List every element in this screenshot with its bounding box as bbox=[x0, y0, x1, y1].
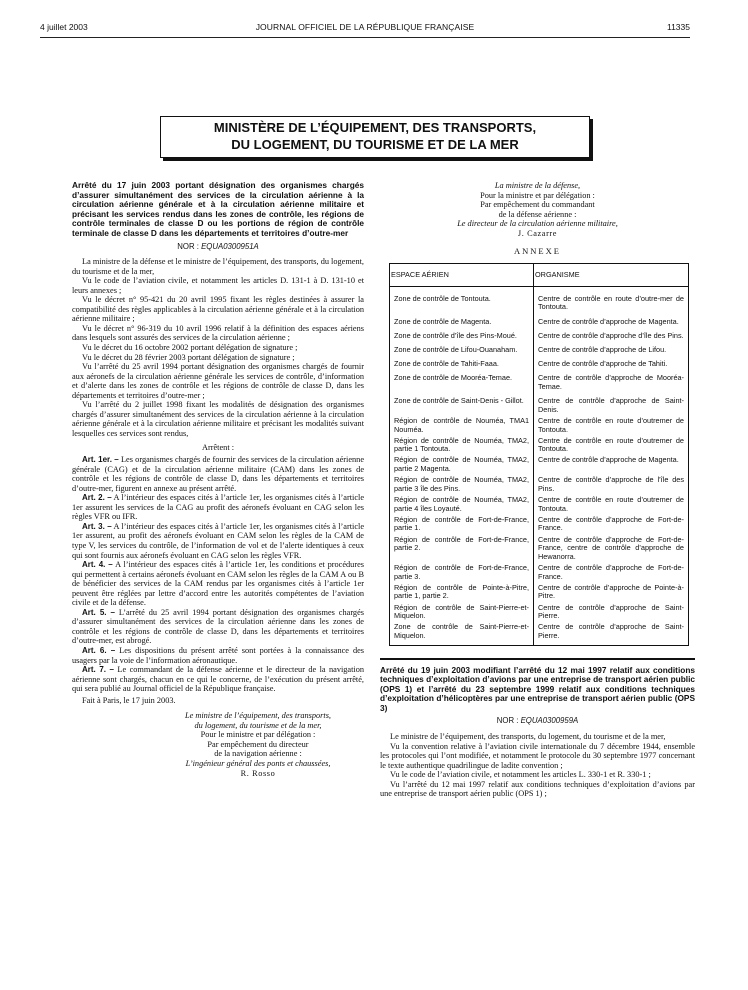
signature-title: Le directeur de la circulation aérienne militaire, bbox=[457, 219, 618, 229]
cell-espace: Région de contrôle de Fort-de-France, partie 1. bbox=[390, 515, 534, 535]
article-text: Les organismes chargés de fournir des services de la circulation aérienne générale (CAG) et de la circulation aérienne militaire (CAM) dans les zones de contrôle et les régions de contrôle de classe D, dans les départements et territoires d’outre-mer, figurent en annexe au présent arrêté. bbox=[72, 455, 365, 493]
cell-organisme: Centre de contrôle d’approche de Fort-de-France. bbox=[534, 515, 689, 535]
visa: Vu l’arrêté du 25 avril 1994 portant désignation des organismes chargés de fournir aux aéronefs de la circulation aérienne générale les services de contrôle, d’information et d’alerte dans les zones de contrôle et les régions de contrôle de classe D, dans les départements et territoires d’outre-mer ; bbox=[72, 362, 364, 400]
cell-organisme: Centre de contrôle d’approche de Fort-de-France. bbox=[534, 563, 689, 583]
visa: Vu le décret du 28 février 2003 portant délégation de signature ; bbox=[82, 352, 295, 362]
cell-espace: Région de contrôle de Nouméa, TMA2, partie 2 Magenta. bbox=[390, 455, 534, 475]
article-label: Art. 5. – bbox=[82, 607, 115, 617]
cell-organisme: Centre de contrôle en route d’outremer de Tontouta. bbox=[534, 416, 689, 436]
signature-line: Pour le ministre et par délégation : bbox=[200, 730, 316, 740]
visa: Vu le code de l’aviation civile, et notamment les articles D. 131-1 à D. 131-10 et leurs annexes ; bbox=[72, 276, 364, 295]
cell-espace: Région de contrôle de Nouméa, TMA2, partie 4 îles Loyauté. bbox=[390, 495, 534, 515]
signature-line: Pour la ministre et par délégation : bbox=[480, 190, 595, 200]
visa: Vu le code de l’aviation civile, et notamment les articles L. 330-1 et R. 330-1 ; bbox=[390, 770, 651, 780]
visa: Vu la convention relative à l’aviation civile internationale du 7 décembre 1944, ensemble les protocoles qui l’ont modifiée, et notamment le protocole du 30 septembre 1977 concernant le texte authentique quadrilingue de ladite convention ; bbox=[380, 741, 695, 770]
table-header-row bbox=[390, 263, 689, 286]
table-row bbox=[390, 370, 689, 393]
table-row bbox=[390, 603, 689, 623]
page-header bbox=[40, 22, 690, 36]
article bbox=[72, 646, 364, 665]
cell-organisme: Centre de contrôle d’approche d’île des Pins. bbox=[534, 328, 689, 342]
annexe-title: ANNEXE bbox=[514, 246, 561, 257]
column-header-espace: ESPACE AÉRIEN bbox=[390, 263, 534, 286]
cell-organisme: Centre de contrôle d’approche de Pointe-à-Pitre. bbox=[534, 583, 689, 603]
article-text: Les dispositions du présent arrêté sont portées à la connaissance des usagers par la voie de l’information aéronautique. bbox=[72, 645, 364, 665]
cell-organisme: Centre de contrôle d’approche de Tahiti. bbox=[534, 356, 689, 370]
cell-espace: Zone de contrôle d’île des Pins-Moué. bbox=[390, 328, 534, 342]
table-row bbox=[390, 563, 689, 583]
signature-role: du logement, du tourisme et de la mer, bbox=[194, 720, 322, 730]
table-row bbox=[390, 416, 689, 436]
article-text: A l’intérieur des espaces cités à l’article 1er, les organismes cités à l’article 1er assurent, au profit des aéronefs évoluant en CAM selon les règles de la CAM de type V, les services du contrôle, de l’information de vol et de l’alerte identiques à ceux qui sont fournis aux aéronefs évoluant en CAG selon les règles VFR. bbox=[72, 521, 365, 560]
arretent: Arrêtent : bbox=[201, 442, 235, 452]
cell-espace: Région de contrôle de Saint-Pierre-et-Miquelon. bbox=[390, 603, 534, 623]
nor-code: EQUA0300959A bbox=[520, 716, 579, 726]
cell-organisme: Centre de contrôle en route d’outremer de Tontouta. bbox=[534, 495, 689, 515]
cell-organisme: Centre de contrôle d’approche de l’île des Pins. bbox=[534, 475, 689, 495]
table-row bbox=[390, 356, 689, 370]
table-row bbox=[390, 393, 689, 416]
article bbox=[72, 455, 364, 493]
signatory-name: J. Cazarre bbox=[517, 228, 558, 238]
cell-espace: Région de contrôle de Nouméa, TMA2, partie 3 île des Pins. bbox=[390, 475, 534, 495]
column-header-organisme: ORGANISME bbox=[534, 263, 689, 286]
signature-line: Par empêchement du directeur bbox=[207, 739, 309, 749]
cell-organisme: Centre de contrôle d’approche de Magenta. bbox=[534, 314, 689, 328]
annexe-table-body bbox=[390, 286, 689, 645]
table-row bbox=[390, 475, 689, 495]
ministry-line-2: DU LOGEMENT, DU TOURISME ET DE LA MER bbox=[231, 137, 519, 152]
table-row bbox=[390, 342, 689, 356]
table-row bbox=[390, 455, 689, 475]
article-label: Art. 2. – bbox=[82, 493, 112, 503]
signature-line: de la défense aérienne : bbox=[498, 209, 577, 219]
visa: Vu l’arrêté du 2 juillet 1998 fixant les modalités de désignation des organismes chargés d’assurer simultanément des services de la circulation aérienne à la circulation aérienne générale et à la circulation aérienne militaire et précisant les modalités suivant lesquelles ces services sont rendus, bbox=[72, 400, 364, 438]
signature-role: Le ministre de l’équipement, des transports, bbox=[184, 711, 332, 721]
nor-label: NOR : bbox=[177, 241, 199, 251]
cell-organisme: Centre de contrôle d’approche de Fort-de-France, centre de contrôle d’approche de Hewanorra. bbox=[534, 535, 689, 563]
cell-espace: Zone de contrôle de Saint-Pierre-et-Miquelon. bbox=[390, 622, 534, 645]
visa: Vu le décret du 16 octobre 2002 portant délégation de signature ; bbox=[82, 343, 298, 353]
cell-organisme: Centre de contrôle d’approche de Mooréa-Temae. bbox=[534, 370, 689, 393]
visa: Vu l’arrêté du 12 mai 1997 relatif aux conditions techniques d’exploitation d’avions par une entreprise de transport aérien public (OPS 1) ; bbox=[380, 779, 695, 799]
signature-title: L’ingénieur général des ponts et chaussées, bbox=[185, 759, 331, 768]
arrete-1-nor bbox=[72, 242, 364, 252]
table-row bbox=[390, 515, 689, 535]
signature-block-1 bbox=[72, 711, 364, 778]
cell-organisme: Centre de contrôle d’approche de Saint-Pierre. bbox=[534, 622, 689, 645]
cell-organisme: Centre de contrôle en route d’outremer de Tontouta. bbox=[534, 436, 689, 456]
article-text: L’arrêté du 25 avril 1994 portant désignation des organismes chargés d’assurer simultanément des services de la circulation aérienne dans les zones de contrôle et les régions de contrôle de classe D, dans les départements et territoires d’outre-mer, est abrogé. bbox=[72, 607, 364, 646]
article-text: A l’intérieur des espaces cités à l’article 1er, les organismes cités à l’article 1er assurent les services de la CAG au profit des aéronefs évoluant en CAG selon les règles VFR ou IFR. bbox=[72, 493, 365, 522]
article bbox=[72, 665, 364, 694]
visa: Vu le décret n° 95-421 du 20 avril 1995 fixant les règles destinées à assurer la compatibilité des règles applicables à la circulation aérienne générale et à la circulation aérienne militaire ; bbox=[72, 295, 364, 324]
article-label: Art. 3. – bbox=[82, 521, 112, 531]
cell-organisme: Centre de contrôle d’approche de Lifou. bbox=[534, 342, 689, 356]
ministry-line-1: MINISTÈRE DE L’ÉQUIPEMENT, DES TRANSPORTS, bbox=[213, 120, 537, 135]
article-text: Le commandant de la défense aérienne et le directeur de la navigation aérienne sont chargés, chacun en ce qui le concerne, de l’exécution du présent arrêté, qui sera publié au Journal officiel de la République française. bbox=[72, 665, 365, 694]
ministry-heading bbox=[160, 116, 590, 158]
nor-label: NOR : bbox=[496, 716, 519, 726]
header-date: 4 juillet 2003 bbox=[40, 22, 88, 32]
table-row bbox=[390, 328, 689, 342]
visa: La ministre de la défense et le ministre de l’équipement, des transports, du logement, du tourisme et de la mer, bbox=[72, 257, 365, 276]
article bbox=[72, 493, 364, 522]
page-number: 11335 bbox=[666, 22, 690, 32]
cell-espace: Région de contrôle de Fort-de-France, partie 3. bbox=[390, 563, 534, 583]
cell-organisme: Centre de contrôle d’approche de Magenta. bbox=[534, 455, 689, 475]
table-row bbox=[390, 286, 689, 313]
article bbox=[72, 560, 364, 608]
cell-espace: Zone de contrôle de Magenta. bbox=[390, 314, 534, 328]
signature-block-2 bbox=[380, 181, 695, 238]
left-column bbox=[72, 181, 364, 778]
article-label: Art. 1er. – bbox=[82, 455, 119, 465]
section-divider bbox=[380, 658, 695, 660]
cell-organisme: Centre de contrôle d’approche de Saint-Denis. bbox=[534, 393, 689, 416]
table-row bbox=[390, 535, 689, 563]
article-text: A l’intérieur des espaces cités à l’article 1er, les conditions et procédures qui permettent à certains aéronefs évoluant en CAM selon les règles de la CAM A ou B de bénéficier des services de la CAM rendus par les organismes cités à l’article 1er peuvent être réglées par lettre d’accord entre les autorités compétentes de l’aviation civile et de la défense. bbox=[72, 560, 364, 608]
visa: Le ministre de l’équipement, des transports, du logement, du tourisme et de la mer, bbox=[390, 732, 666, 742]
cell-espace: Zone de contrôle de Tontouta. bbox=[390, 286, 534, 313]
arrete-2-title: Arrêté du 19 juin 2003 modifiant l’arrêté du 12 mai 1997 relatif aux conditions techniques d’exploitation d’avions par une entreprise de transport aérien public (OPS 1) et l’arrêté du 23 septembre 1999 relatif aux conditions techniques d’exploitation d’hélicoptères par une entreprise de transport aérien public (OPS 3) bbox=[380, 664, 695, 713]
cell-espace: Zone de contrôle de Tahiti-Faaa. bbox=[390, 356, 534, 370]
right-column bbox=[380, 181, 695, 799]
signature-line: de la navigation aérienne : bbox=[214, 749, 302, 759]
cell-organisme: Centre de contrôle en route d’outre-mer de Tontouta. bbox=[534, 286, 689, 313]
signature-role: La ministre de la défense, bbox=[494, 181, 581, 190]
journal-title: JOURNAL OFFICIEL DE LA RÉPUBLIQUE FRANÇAISE bbox=[255, 22, 475, 32]
signature-line: Par empêchement du commandant bbox=[480, 200, 595, 210]
annexe-table bbox=[389, 263, 689, 646]
table-row bbox=[390, 436, 689, 456]
cell-espace: Zone de contrôle de Lifou-Ouanaham. bbox=[390, 342, 534, 356]
article-label: Art. 4. – bbox=[82, 560, 113, 570]
table-row bbox=[390, 622, 689, 645]
cell-espace: Région de contrôle de Pointe-à-Pitre, partie 1, partie 2. bbox=[390, 583, 534, 603]
cell-espace: Région de contrôle de Fort-de-France, partie 2. bbox=[390, 535, 534, 563]
cell-espace: Zone de contrôle de Saint-Denis - Gillot. bbox=[390, 393, 534, 416]
header-rule bbox=[40, 37, 690, 38]
signatory-name: R. Rosso bbox=[240, 768, 276, 778]
table-row bbox=[390, 495, 689, 515]
article bbox=[72, 608, 364, 646]
cell-espace: Région de contrôle de Nouméa, TMA2, partie 1 Tontouta. bbox=[390, 436, 534, 456]
nor-code: EQUA0300951A bbox=[201, 241, 259, 251]
article-label: Art. 7. – bbox=[82, 665, 115, 675]
cell-espace: Région de contrôle de Nouméa, TMA1 Nouméa. bbox=[390, 416, 534, 436]
table-row bbox=[390, 583, 689, 603]
table-row bbox=[390, 314, 689, 328]
arrete-1-title: Arrêté du 17 juin 2003 portant désignation des organismes chargés d’assurer simultanément des services de la circulation aérienne à la circulation aérienne générale et à la circulation aérienne militaire et précisant les services rendus dans les zones de contrôle, les régions de contrôle terminales de classe D ou les portions de région de contrôle terminale de classe D dans les départements et territoires d’outre-mer bbox=[72, 180, 364, 238]
arrete-2-nor bbox=[380, 716, 695, 726]
cell-espace: Zone de contrôle de Mooréa-Temae. bbox=[390, 370, 534, 393]
fait-a-paris: Fait à Paris, le 17 juin 2003. bbox=[82, 695, 176, 705]
article bbox=[72, 522, 364, 560]
article-label: Art. 6. – bbox=[82, 645, 116, 655]
cell-organisme: Centre de contrôle d’approche de Saint-Pierre. bbox=[534, 603, 689, 623]
visa: Vu le décret n° 96-319 du 10 avril 1996 relatif à la définition des espaces aériens dans lesquels sont assurés des services de la circulation aérienne ; bbox=[72, 323, 364, 343]
